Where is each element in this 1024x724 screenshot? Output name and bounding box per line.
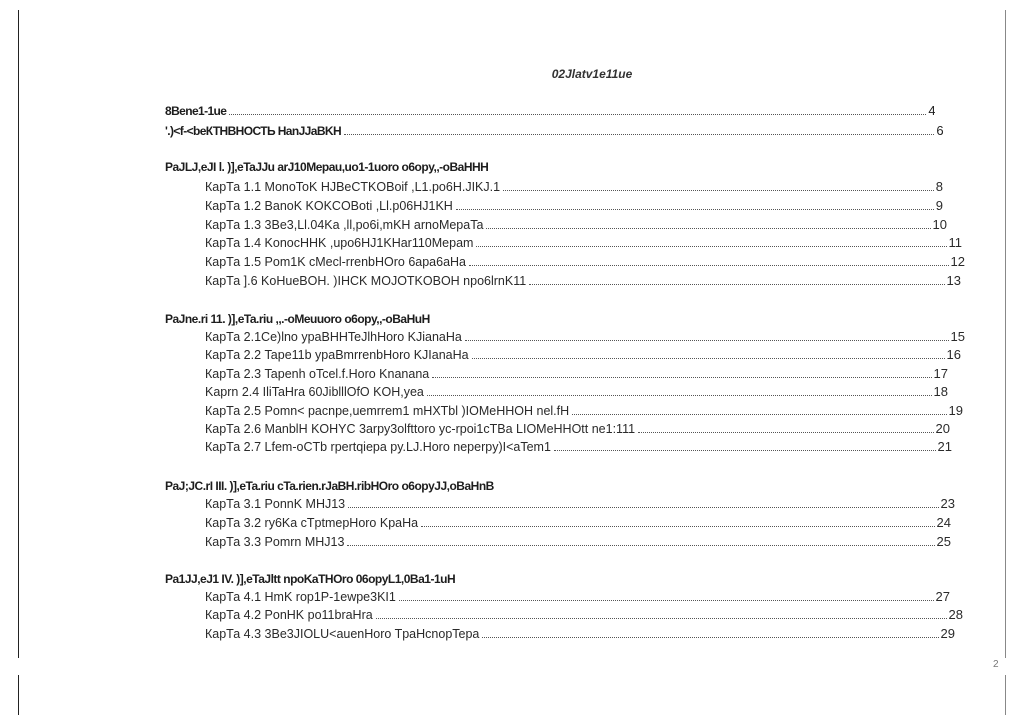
toc-entry-page: 11 (948, 235, 962, 250)
toc-entry-label: Kaprn 2.4 IliTaHra 60JiblllOfO KOH,yea (205, 385, 424, 399)
toc-entry-row[interactable] (205, 179, 943, 195)
dot-leader (465, 340, 949, 341)
toc-entry-label: КарТа 1.1 MonoToK HJBeCTKOBoif ,L1.po6H.JIKJ.1 (205, 180, 501, 194)
toc-entry-page: 15 (950, 329, 965, 344)
toc-entry-row[interactable] (205, 235, 962, 251)
toc-entry-row[interactable] (205, 496, 955, 512)
toc-entry-page: 12 (950, 254, 965, 269)
toc-entry-page: 24 (936, 515, 951, 530)
toc-entry-label: КарТа 2.3 Tapenh oTcel.f.Horo Knanana (205, 367, 430, 381)
toc-entry-page: 23 (940, 496, 955, 511)
toc-intro-row[interactable] (165, 103, 935, 119)
toc-entry-page: 9 (935, 198, 943, 213)
toc-entry-label: КарТа 3.2 ry6Ka cTptmepHoro KpaHa (205, 516, 419, 530)
dot-leader (399, 600, 934, 601)
section-heading: PaJLJ,eJI l. )],eTaJJu arJ10Mepau,uo1-1uoro o6opy,,-oBaHHH (165, 160, 489, 174)
toc-entry-page: 16 (946, 347, 961, 362)
dot-leader (638, 432, 933, 433)
dot-leader (348, 507, 938, 508)
toc-entry-page: 29 (940, 626, 955, 641)
toc-entry-row[interactable] (205, 254, 965, 270)
toc-entry-page: 10 (932, 217, 947, 232)
toc-entry-label: КарТа 4.1 HmK rop1P-1ewpe3KI1 (205, 590, 396, 604)
section-heading: PaJne.ri 11. )],eTa.riu ,,.-oMeuuoro o6opy,,-oBaHuH (165, 312, 430, 326)
toc-entry-page: 21 (937, 439, 952, 454)
toc-entry-page: 13 (946, 273, 961, 288)
toc-entry-label: КарТа 1.5 Pom1K cMecl-rrenbHOro 6apa6aHa (205, 255, 467, 269)
dot-leader (432, 377, 931, 378)
toc-entry-page: 20 (935, 421, 950, 436)
toc-entry-label: '.)<f-<bеКТНВНОСТЬ НanJJaBKH (165, 124, 342, 138)
toc-entry-page: 6 (936, 123, 943, 138)
dot-leader (376, 618, 947, 619)
dot-leader (472, 358, 945, 359)
toc-entry-row[interactable] (205, 347, 961, 363)
toc-entry-page: 8 (935, 179, 943, 194)
toc-entry-page: 17 (933, 366, 948, 381)
dot-leader (229, 114, 926, 115)
toc-entry-row[interactable] (205, 403, 963, 419)
toc-entry-label: КарТа 4.2 PonHK po11braHra (205, 608, 373, 622)
toc-entry-page: 19 (948, 403, 963, 418)
dot-leader (421, 526, 934, 527)
toc-entry-row[interactable] (205, 626, 955, 642)
dot-leader (347, 545, 934, 546)
toc-entry-page: 25 (936, 534, 951, 549)
dot-leader (503, 190, 934, 191)
toc-entry-label: КарТа 2.5 Pomn< pacnpe,uemrrem1 mHXTbl )IOMeHHOH nel.fH (205, 404, 570, 418)
section-heading: PaJ;JC.rI III. )],eTa.riu cTa.rien.rJaBH.ribHOro o6opyJJ,oBaHnB (165, 479, 494, 493)
toc-entry-label: КарТа 2.2 Tape11b ypaBmrrenbHoro KJIanaHa (205, 348, 469, 362)
toc-entry-row[interactable] (205, 607, 963, 623)
toc-entry-label: КарТа 2.7 Lfem-oCTb rpertqiepa py.LJ.Horo neperpy)I<aTem1 (205, 440, 551, 454)
toc-entry-label: КарТа 1.4 KonocHHK ,upo6HJ1KHar110Mepam (205, 236, 474, 250)
toc-entry-page: 28 (948, 607, 963, 622)
dot-leader (469, 265, 949, 266)
document-title: 02Jlatv1e11ue (551, 67, 633, 81)
dot-leader (476, 246, 946, 247)
toc-entry-label: 8Bene1-1ue (165, 104, 227, 118)
dot-leader (456, 209, 934, 210)
dot-leader (572, 414, 946, 415)
toc-entry-label: КарТа 3.3 Pomrn MHJ13 (205, 535, 345, 549)
toc-entry-row[interactable] (205, 366, 948, 382)
toc-entry-row[interactable] (205, 421, 950, 437)
toc-entry-row[interactable] (205, 439, 952, 455)
toc-entry-row[interactable] (205, 589, 950, 605)
toc-entry-label: КарТа ].6 KoHueBOH. )IHCK MOJOTKOBOH npo6lrnK11 (205, 274, 527, 288)
toc-entry-page: 4 (928, 103, 935, 118)
toc-intro-row[interactable] (165, 123, 943, 139)
toc-entry-row[interactable] (205, 273, 961, 289)
toc-entry-page: 18 (933, 384, 948, 399)
toc-entry-page: 27 (935, 589, 950, 604)
dot-leader (482, 637, 938, 638)
section-heading: Pa1JJ,eJ1 IV. )],eTaJltt npoKaTHOro 06opyL1,0Ba1-1uH (165, 572, 456, 586)
dot-leader (554, 450, 936, 451)
dot-leader (344, 134, 934, 135)
dot-leader (427, 395, 932, 396)
toc-entry-label: КарТа 1.2 BanoK KOKCOBoti ,Ll.p06HJ1KH (205, 199, 453, 213)
dot-leader (529, 284, 944, 285)
toc-entry-label: КарТа 4.3 3Be3JIOLU<auenHoro TpaHcnopTepa (205, 627, 480, 641)
toc-entry-row[interactable] (205, 329, 965, 345)
toc-entry-label: КарТа 3.1 PonnK MHJ13 (205, 497, 346, 511)
toc-entry-label: КарТа 2.6 ManblH KOHYC 3arpy3olfttoro yc-rpoi1cTBa LIOMeHHOtt ne1:111 (205, 422, 636, 436)
toc-entry-row[interactable] (205, 534, 951, 550)
toc-entry-row[interactable] (205, 384, 948, 400)
toc-entry-row[interactable] (205, 217, 947, 233)
toc-entry-row[interactable] (205, 198, 943, 214)
toc-entry-row[interactable] (205, 515, 951, 531)
dot-leader (486, 228, 930, 229)
toc-entry-label: КарТа 1.3 3Be3,Ll.04Ka ,ll,po6i,mKH arnoMepaTa (205, 218, 484, 232)
page-number: 2 (993, 659, 999, 670)
toc-entry-label: КарТа 2.1Ce)lno ypaBHHTeJlhHoro KJianaHa (205, 330, 462, 344)
